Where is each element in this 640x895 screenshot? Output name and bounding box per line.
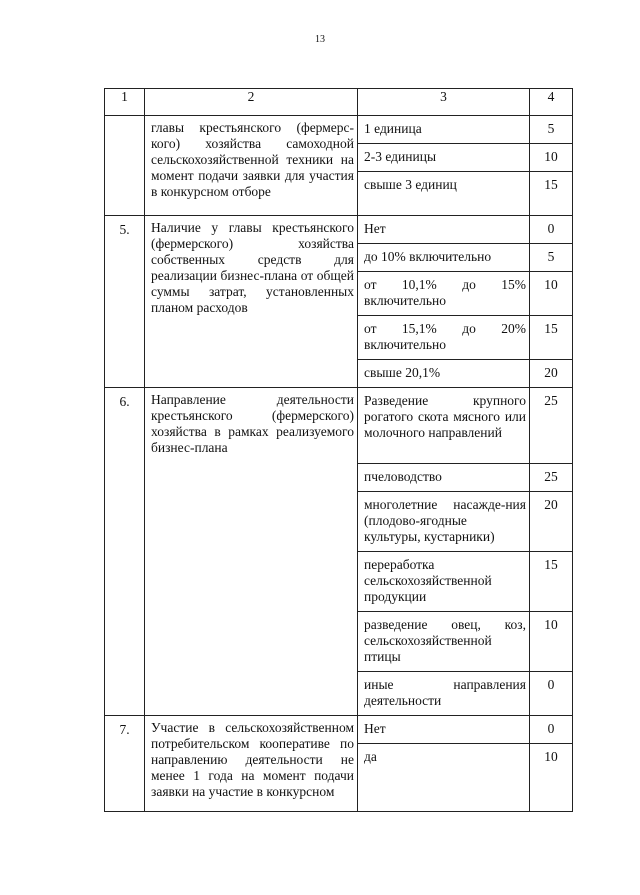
table-header-row — [105, 89, 573, 116]
option-points: 0 — [530, 216, 573, 244]
header-cell: 3 — [358, 89, 530, 116]
option-label: от 10,1% до 15% включительно — [358, 272, 530, 316]
option-label: от 15,1% до 20% включительно — [358, 316, 530, 360]
criteria-table — [104, 88, 573, 812]
criterion-text: главы крестьянского (фермерс-кого) хозяйства самоходной сельскохозяйственной техники на момент подачи заявки для участия в конкурсном отборе — [145, 116, 358, 216]
option-points: 15 — [530, 316, 573, 360]
option-label: 2-3 единицы — [358, 144, 530, 172]
option-points: 25 — [530, 388, 573, 464]
criterion-number: 7. — [105, 716, 145, 812]
option-points: 5 — [530, 116, 573, 144]
option-points: 20 — [530, 492, 573, 552]
option-label: разведение овец, коз, сельскохозяйственной птицы — [358, 612, 530, 672]
option-label: Нет — [358, 716, 530, 744]
option-label: переработка сельскохозяйственной продукции — [358, 552, 530, 612]
option-label: Разведение крупного рогатого скота мясного или молочного направлений — [358, 388, 530, 464]
option-points: 10 — [530, 744, 573, 812]
header-cell: 4 — [530, 89, 573, 116]
table-row — [105, 216, 573, 244]
table-row — [105, 388, 573, 464]
option-points: 5 — [530, 244, 573, 272]
option-label: свыше 20,1% — [358, 360, 530, 388]
option-points: 20 — [530, 360, 573, 388]
option-points: 10 — [530, 612, 573, 672]
option-points: 15 — [530, 552, 573, 612]
option-label: свыше 3 единиц — [358, 172, 530, 216]
table-row — [105, 716, 573, 744]
header-cell: 1 — [105, 89, 145, 116]
criterion-text: Наличие у главы крестьянского (фермерского) хозяйства собственных средств для реализации бизнес-плана от общей суммы затрат, установленных планом расходов — [145, 216, 358, 388]
option-points: 10 — [530, 144, 573, 172]
option-label: 1 единица — [358, 116, 530, 144]
table-row — [105, 116, 573, 144]
option-label: многолетние насажде-ния (плодово-ягодные культуры, кустарники) — [358, 492, 530, 552]
option-label: до 10% включительно — [358, 244, 530, 272]
option-points: 15 — [530, 172, 573, 216]
criterion-number — [105, 116, 145, 216]
option-points: 0 — [530, 716, 573, 744]
criterion-text: Направление деятельности крестьянского (фермерского) хозяйства в рамках реализуемого бизнес-плана — [145, 388, 358, 716]
header-cell: 2 — [145, 89, 358, 116]
option-label: иные направления деятельности — [358, 672, 530, 716]
criterion-text: Участие в сельскохозяйственном потребительском кооперативе по направлению деятельности не менее 1 года на момент подачи заявки на участие в конкурсном — [145, 716, 358, 812]
page-number: 13 — [315, 34, 325, 45]
criterion-number: 6. — [105, 388, 145, 716]
option-points: 10 — [530, 272, 573, 316]
option-points: 0 — [530, 672, 573, 716]
option-label: Нет — [358, 216, 530, 244]
option-points: 25 — [530, 464, 573, 492]
criterion-number: 5. — [105, 216, 145, 388]
option-label: пчеловодство — [358, 464, 530, 492]
option-label: да — [358, 744, 530, 812]
